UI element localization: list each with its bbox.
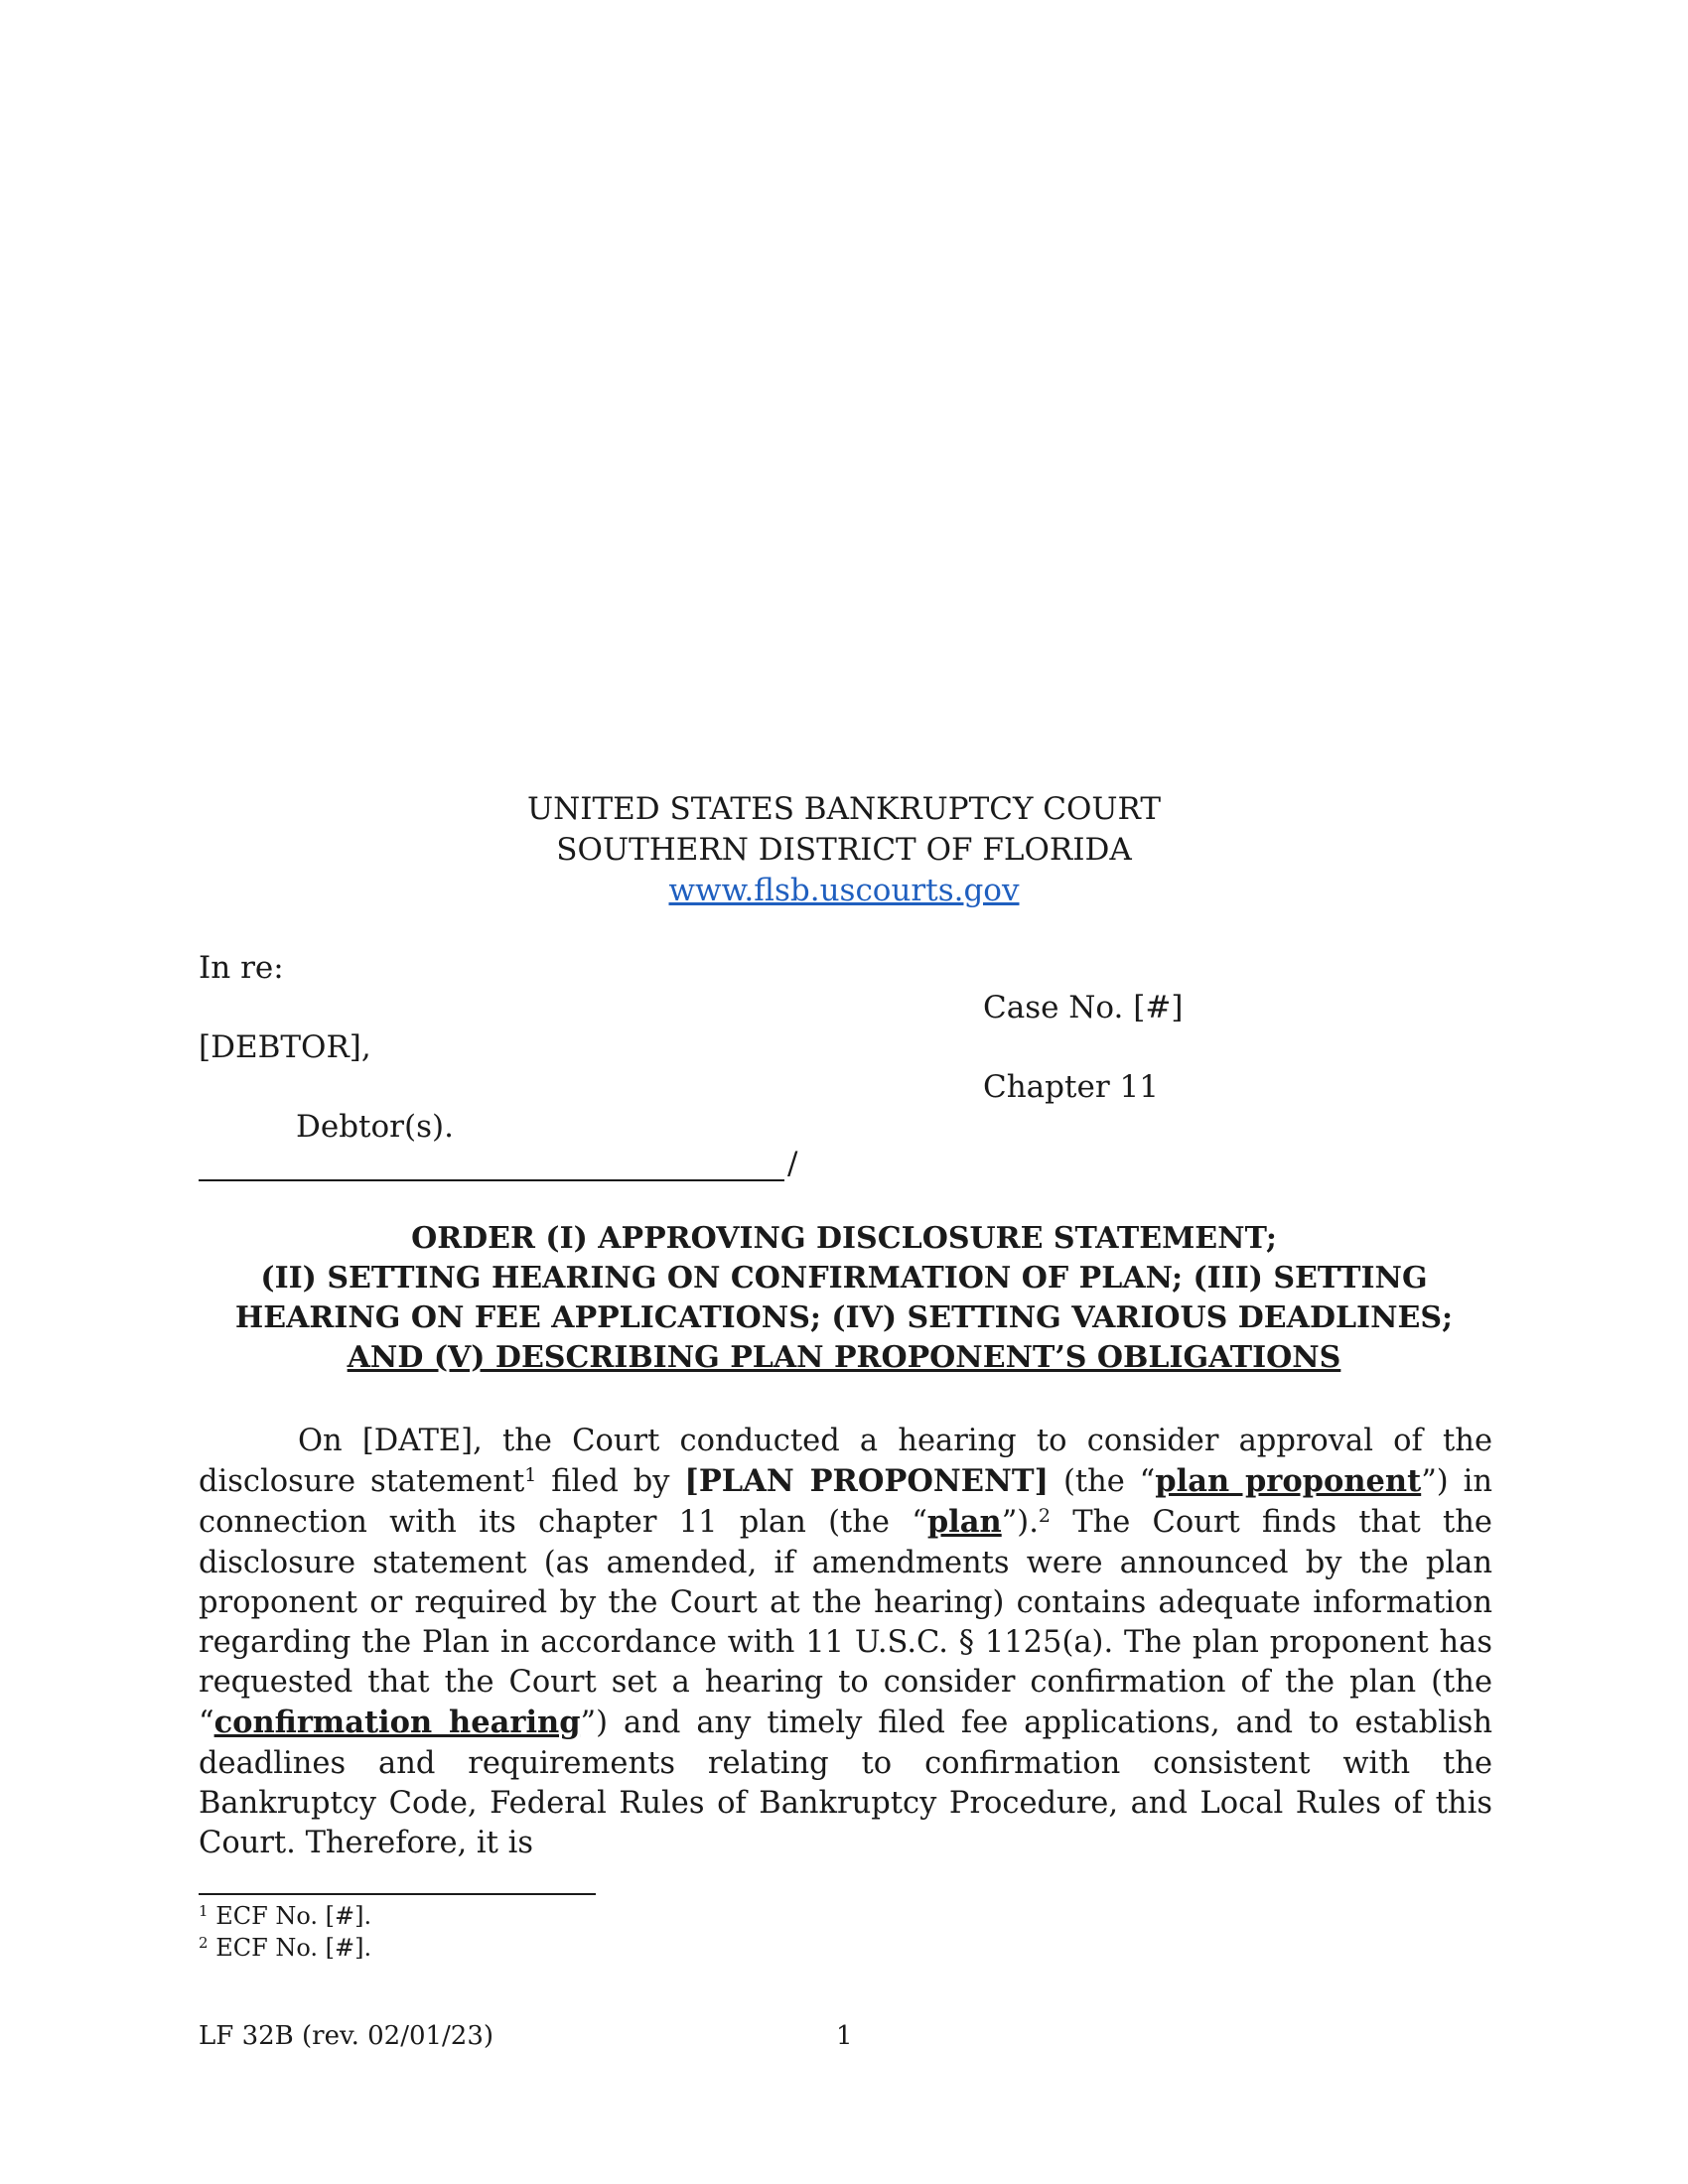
footnote-separator [199, 1893, 596, 1895]
court-header [0, 789, 1688, 911]
footnote-2: $^2$ ECF No. [#]. [199, 1934, 372, 1962]
court-name: UNITED STATES BANKRUPTCY COURT [526, 791, 1162, 827]
title-line-4: AND (V) DESCRIBING PLAN PROPONENT’S OBLIGATIONS [347, 1340, 1341, 1375]
footnote-ref-1: 1 [524, 1464, 537, 1487]
title-line-3: HEARING ON FEE APPLICATIONS; (IV) SETTING VARIOUS DEADLINES; [234, 1300, 1454, 1335]
chapter-label: Chapter 11 [983, 1069, 1159, 1105]
debtor-label: Debtor(s). [296, 1109, 454, 1145]
defined-term-confirmation-hearing: confirmation hearing [213, 1705, 581, 1741]
title-line-1: ORDER (I) APPROVING DISCLOSURE STATEMENT; [411, 1221, 1277, 1256]
debtor-name: [DEBTOR], [199, 1029, 371, 1065]
footnote-1: $^1$ ECF No. [#]. [199, 1902, 372, 1930]
defined-term-plan-proponent: plan proponent [1155, 1463, 1422, 1500]
plan-proponent-placeholder: [PLAN PROPONENT] [684, 1463, 1050, 1500]
court-district: SOUTHERN DISTRICT OF FLORIDA [556, 832, 1132, 868]
page-number: 1 [836, 2021, 853, 2051]
order-title [194, 1219, 1494, 1378]
in-re-label: In re: [199, 950, 284, 986]
court-website-link[interactable]: www.flsb.uscourts.gov [668, 873, 1020, 908]
defined-term-plan: plan [926, 1504, 1002, 1541]
caption-divider-line [199, 1179, 784, 1181]
footnote-ref-2: 2 [1038, 1505, 1051, 1528]
caption-slash: / [787, 1146, 798, 1181]
body-paragraph: On [DATE], the Court conducted a hearing to consider approval of the disclosure statement$^1$ filed by [PLAN PROPONENT] (the “plan proponent”) in connection with its chapter 11 plan (the “plan”).$^2$ The Court finds that the disclosure statement (as amended, if amendments were announced by the plan proponent or required by the Court at the hearing) contains adequate information regarding the Plan in accordance with 11 U.S.C. § 1125(a). The plan proponent has requested that the Court set a hearing to consider confirmation of the plan (the “confirmation hearing”) and any timely filed fee applications, and to establish deadlines and requirements relating to confirmation consistent with the Bankruptcy Code, Federal Rules of Bankruptcy Procedure, and Local Rules of this Court. Therefore, it is [199, 1424, 1492, 1861]
case-number: Case No. [#] [983, 990, 1184, 1025]
form-identifier: LF 32B (rev. 02/01/23) [199, 2021, 494, 2051]
order-body [199, 1422, 1492, 1863]
title-line-2: (II) SETTING HEARING ON CONFIRMATION OF PLAN; (III) SETTING [260, 1261, 1428, 1296]
